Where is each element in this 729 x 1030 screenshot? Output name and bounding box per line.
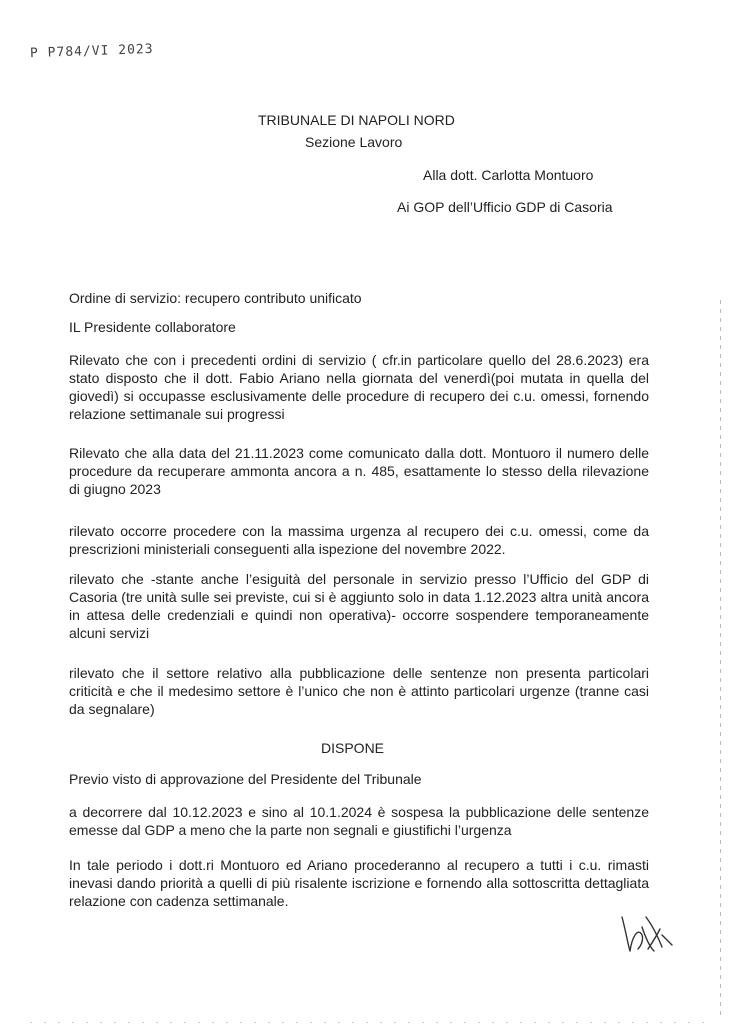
signature-mark	[616, 907, 676, 957]
addressee-line-2: Ai GOP dell’Ufficio GDP di Casoria	[397, 199, 613, 215]
approval-note: Previo visto di approvazione del Presidente del Tribunale	[69, 771, 422, 787]
issuer-role: IL Presidente collaboratore	[69, 319, 236, 335]
paragraph-4: rilevato che -stante anche l’esiguità del personale in servizio presso l’Ufficio del GDP di Casoria (tre unità sulle sei previste, cui si è aggiunto solo in data 1.12.2023 altra unità ancora in attesa delle credenziali e quindi non operativa)- occorre sospendere temporaneamente alcuni servizi	[69, 571, 649, 641]
court-name: TRIBUNALE DI NAPOLI NORD	[258, 112, 455, 128]
paragraph-2: Rilevato che alla data del 21.11.2023 come comunicato dalla dott. Montuoro il numero delle procedure da recuperare ammonta ancora a n. 485, esattamente lo stesso della rilevazione di giugno 2023	[69, 445, 649, 497]
scan-bottom-dots	[30, 1022, 710, 1023]
handwritten-reference: P P784/VI 2023	[29, 41, 154, 62]
addressee-line-1: Alla dott. Carlotta Montuoro	[423, 167, 594, 183]
document-subject: Ordine di servizio: recupero contributo unificato	[69, 290, 362, 306]
dispone-heading: DISPONE	[321, 740, 385, 756]
order-paragraph-1: a decorrere dal 10.12.2023 e sino al 10.1.2024 è sospesa la pubblicazione delle sentenze emesse dal GDP a meno che la parte non segnali e giustifichi l’urgenza	[69, 804, 649, 838]
paragraph-1: Rilevato che con i precedenti ordini di servizio ( cfr.in particolare quello del 28.6.2023) era stato disposto che il dott. Fabio Ariano nella giornata del venerdì(poi mutata in quella del giovedì) si occupasse esclusivamente delle procedure di recupero dei c.u. omessi, fornendo relazione settimanale sui progressi	[69, 352, 649, 422]
paragraph-3: rilevato occorre procedere con la massima urgenza al recupero dei c.u. omessi, come da prescrizioni ministeriali conseguenti alla ispezione del novembre 2022.	[69, 523, 649, 557]
court-section: Sezione Lavoro	[305, 134, 403, 150]
paragraph-5: rilevato che il settore relativo alla pubblicazione delle sentenze non presenta particolari criticità e che il medesimo settore è l’unico che non è attinto particolari urgenze (tranne casi da segnalare)	[69, 665, 649, 717]
scan-edge-line	[720, 300, 721, 1020]
order-paragraph-2: In tale periodo i dott.ri Montuoro ed Ariano procederanno al recupero a tutti i c.u. rimasti inevasi dando priorità a quelli di più risalente iscrizione e fornendo alla sottoscritta dettagliata relazione con cadenza settimanale.	[69, 857, 649, 909]
